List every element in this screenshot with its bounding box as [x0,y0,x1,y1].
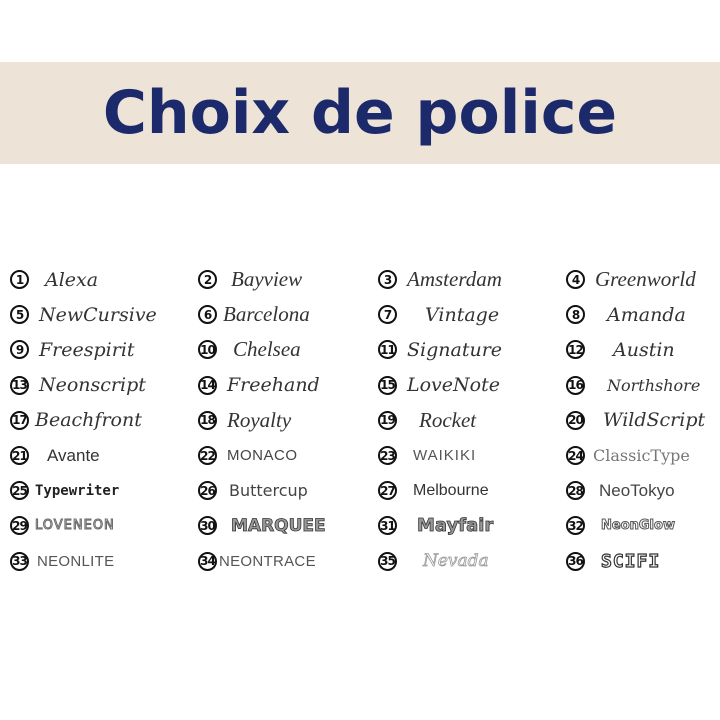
option-number-badge: 23 [378,446,397,465]
font-option[interactable] [10,368,198,403]
option-number-badge: 4 [566,270,585,289]
font-option[interactable] [378,368,566,403]
font-option[interactable] [378,403,566,438]
font-sample: Beachfront [35,409,142,432]
font-options-grid [10,262,710,579]
font-sample: Typewriter [35,482,120,499]
font-option[interactable] [566,368,710,403]
font-sample: LoveNote [407,374,500,397]
font-sample: Austin [613,338,675,361]
option-number-badge: 13 [10,376,29,395]
font-sample: Buttercup [229,481,308,501]
font-option[interactable] [378,262,566,297]
font-option[interactable] [198,332,378,367]
font-sample: Avante [47,445,100,465]
font-option[interactable] [198,262,378,297]
font-sample: Barcelona [223,302,310,327]
option-number-badge: 21 [10,446,29,465]
font-sample: Greenworld [595,267,696,292]
font-option[interactable] [566,508,710,543]
option-number-badge: 17 [10,411,29,430]
font-sample: Melbourne [413,481,489,499]
option-number-badge: 28 [566,481,585,500]
font-sample: MONACO [227,447,298,465]
font-option[interactable] [198,438,378,473]
font-sample: NeonGlow [601,518,675,534]
font-sample: NeoTokyo [599,480,675,500]
font-option[interactable] [10,297,198,332]
option-number-badge: 5 [10,305,29,324]
font-sample: NEONTRACE [219,552,316,570]
font-option[interactable] [198,297,378,332]
font-sample: Vintage [425,303,500,326]
font-option[interactable] [198,544,378,579]
font-option[interactable] [566,544,710,579]
font-option[interactable] [378,544,566,579]
font-sample: Signature [407,338,503,361]
font-sample: Amanda [607,303,686,326]
font-sample: Neonscript [39,374,146,397]
option-number-badge: 34 [198,552,217,571]
font-option[interactable] [10,262,198,297]
option-number-badge: 24 [566,446,585,465]
option-number-badge: 11 [378,340,397,359]
font-option[interactable] [198,403,378,438]
option-number-badge: 31 [378,516,397,535]
option-number-badge: 8 [566,305,585,324]
font-option[interactable] [566,473,710,508]
option-number-badge: 20 [566,411,585,430]
font-sample: Mayfair [417,515,494,537]
font-sample: Freehand [227,374,320,397]
option-number-badge: 22 [198,446,217,465]
option-number-badge: 36 [566,552,585,571]
title-banner [0,62,720,164]
font-option[interactable] [10,332,198,367]
font-option[interactable] [566,332,710,367]
option-number-badge: 1 [10,270,29,289]
font-option[interactable] [566,403,710,438]
option-number-badge: 30 [198,516,217,535]
option-number-badge: 29 [10,516,29,535]
font-option[interactable] [198,368,378,403]
font-option[interactable] [566,297,710,332]
option-number-badge: 35 [378,552,397,571]
page-title: Choix de police [102,78,618,148]
font-option[interactable] [10,403,198,438]
font-sample: Northshore [607,375,701,395]
font-sample: Chelsea [233,337,301,362]
option-number-badge: 27 [378,481,397,500]
option-number-badge: 6 [198,305,217,324]
option-number-badge: 15 [378,376,397,395]
option-number-badge: 18 [198,411,217,430]
font-option[interactable] [10,438,198,473]
font-option[interactable] [10,473,198,508]
font-option[interactable] [566,438,710,473]
option-number-badge: 2 [198,270,217,289]
font-sample: Royalty [227,407,292,432]
font-sample: Alexa [45,268,99,291]
font-sample: MARQUEE [231,515,326,536]
font-sample: WildScript [603,409,706,432]
font-sample: Amsterdam [407,267,502,292]
font-option[interactable] [566,262,710,297]
font-option[interactable] [10,544,198,579]
font-sample: ClassicType [593,446,690,466]
option-number-badge: 32 [566,516,585,535]
option-number-badge: 12 [566,340,585,359]
font-sample: SCIFI [601,550,661,572]
font-option[interactable] [378,438,566,473]
option-number-badge: 25 [10,481,29,500]
option-number-badge: 19 [378,411,397,430]
font-sample: Bayview [231,267,303,292]
font-option[interactable] [198,508,378,543]
option-number-badge: 10 [198,340,217,359]
font-option[interactable] [378,332,566,367]
font-sample: NewCursive [39,303,157,326]
font-sample: Nevada [423,551,489,572]
font-option[interactable] [10,508,198,543]
font-sample: Rocket [419,407,477,432]
font-option[interactable] [378,473,566,508]
font-option[interactable] [378,508,566,543]
font-sample: LOVENEON [35,518,115,534]
font-sample: NEONLITE [37,552,115,570]
font-option[interactable] [198,473,378,508]
option-number-badge: 9 [10,340,29,359]
option-number-badge: 26 [198,481,217,500]
font-option[interactable] [378,297,566,332]
option-number-badge: 16 [566,376,585,395]
option-number-badge: 7 [378,305,397,324]
font-sample: Freespirit [39,338,135,361]
option-number-badge: 14 [198,376,217,395]
option-number-badge: 3 [378,270,397,289]
font-sample: WAIKIKI [413,447,477,465]
option-number-badge: 33 [10,552,29,571]
